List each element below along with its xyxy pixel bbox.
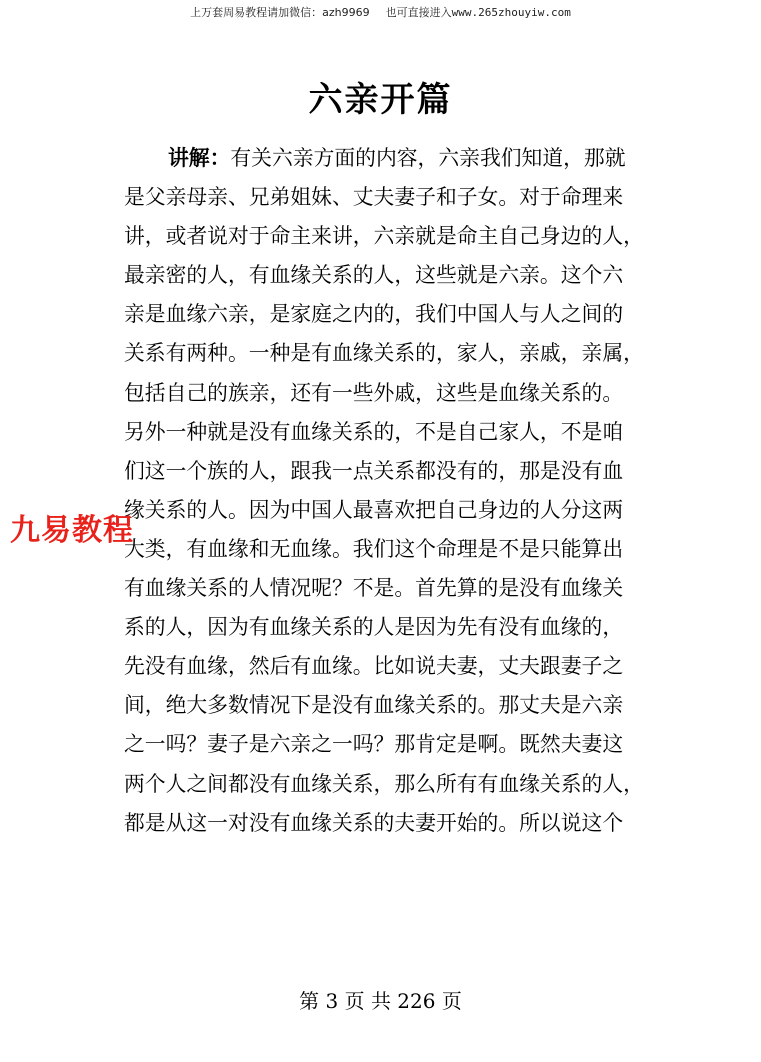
body-line: 先没有血缘，然后有血缘。比如说夫妻，丈夫跟妻子之 — [124, 654, 624, 679]
body-line: 缘关系的人。因为中国人最喜欢把自己身边的人分这两 — [124, 497, 624, 522]
body-line: 大类，有血缘和无血缘。我们这个命理是不是只能算出 — [124, 536, 624, 561]
body-line: 关系有两种。一种是有血缘关系的，家人，亲戚，亲属， — [124, 341, 644, 366]
body-line: 之一吗？妻子是六亲之一吗？那肯定是啊。既然夫妻这 — [124, 732, 624, 757]
body-line: 亲是血缘六亲，是家庭之内的，我们中国人与人之间的 — [124, 302, 624, 327]
body-line: 们这一个族的人，跟我一点关系都没有的，那是没有血 — [124, 458, 624, 483]
body-line: 另外一种就是没有血缘关系的，不是自己家人，不是咱 — [124, 419, 624, 444]
body-line: 两个人之间都没有血缘关系，那么所有有血缘关系的人， — [124, 771, 644, 796]
lead-label: 讲解： — [168, 146, 231, 170]
watermark-logo: 九易教程 — [10, 513, 134, 548]
wechat-note: 上万套周易教程请加微信：azh9969 — [190, 6, 370, 19]
body-line: 间，绝大多数情况下是没有血缘关系的。那丈夫是六亲 — [124, 693, 624, 718]
body-line-text: 有关六亲方面的内容，六亲我们知道，那就 — [230, 146, 626, 170]
body-line: 系的人，因为有血缘关系的人是因为先有没有血缘的， — [124, 615, 624, 640]
body-line: 有血缘关系的人情况呢？不是。首先算的是没有血缘关 — [124, 576, 624, 601]
body-line: 包括自己的族亲，还有一些外戚，这些是血缘关系的。 — [124, 380, 624, 405]
body-line — [124, 139, 680, 178]
body-line: 最亲密的人，有血缘关系的人，这些就是六亲。这个六 — [124, 263, 624, 288]
body-line: 都是从这一对没有血缘关系的夫妻开始的。所以说这个 — [124, 810, 624, 835]
body-line — [124, 843, 680, 882]
site-note: 也可直接进入www.265zhouyiw.com — [385, 6, 571, 19]
page-number: 第 3 页 共 226 页 — [299, 989, 462, 1013]
chapter-title: 六亲开篇 — [308, 80, 453, 120]
body-text — [124, 139, 680, 882]
body-line: 讲，或者说对于命主来讲，六亲就是命主自己身边的人， — [124, 224, 644, 249]
body-line: 是父亲母亲、兄弟姐妹、丈夫妻子和子女。对于命理来 — [124, 185, 624, 210]
header-note — [0, 5, 761, 21]
